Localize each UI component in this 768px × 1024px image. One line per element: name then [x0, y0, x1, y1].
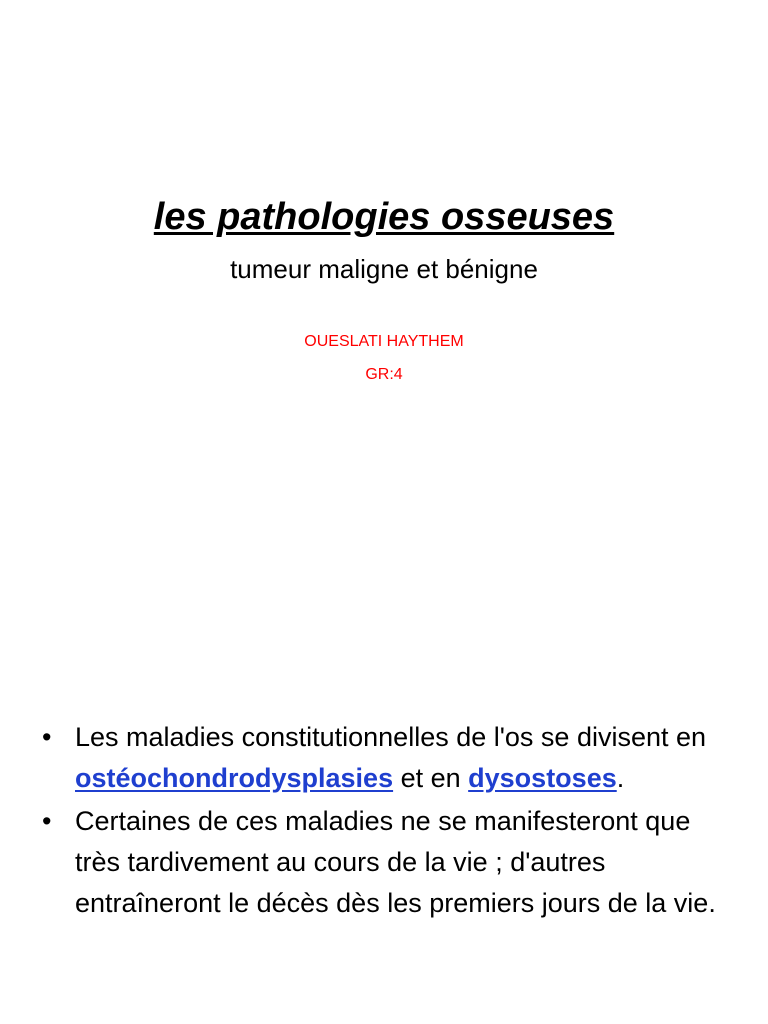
- osteochondrodysplasias-link[interactable]: ostéochondrodysplasies: [75, 763, 394, 793]
- group-label: GR:4: [365, 366, 403, 383]
- bullet-text: Les maladies constitutionnelles de l'os se divisent en: [75, 722, 707, 752]
- author-name: OUESLATI HAYTHEM: [304, 333, 464, 350]
- dysostoses-link[interactable]: dysostoses: [468, 763, 617, 793]
- bullet-list: [40, 717, 740, 926]
- slide-subtitle: tumeur maligne et bénigne: [230, 254, 538, 284]
- bullet-marker: •: [42, 722, 52, 752]
- bullet-marker: •: [42, 806, 52, 836]
- slide-title: les pathologies osseuses: [153, 196, 615, 238]
- bullet-text: et en: [393, 763, 469, 793]
- content-slide: [0, 512, 768, 1024]
- bullet-item-constitutional-diseases: [40, 717, 740, 799]
- bullet-text: .: [616, 763, 625, 793]
- bullet-text: Certaines de ces maladies ne se manifesteront que très tardivement au cours de la vie ; d'autres entraîneront le décès dès les premiers jours de la vie.: [75, 806, 716, 918]
- bullet-item-late-manifestation: [40, 801, 740, 924]
